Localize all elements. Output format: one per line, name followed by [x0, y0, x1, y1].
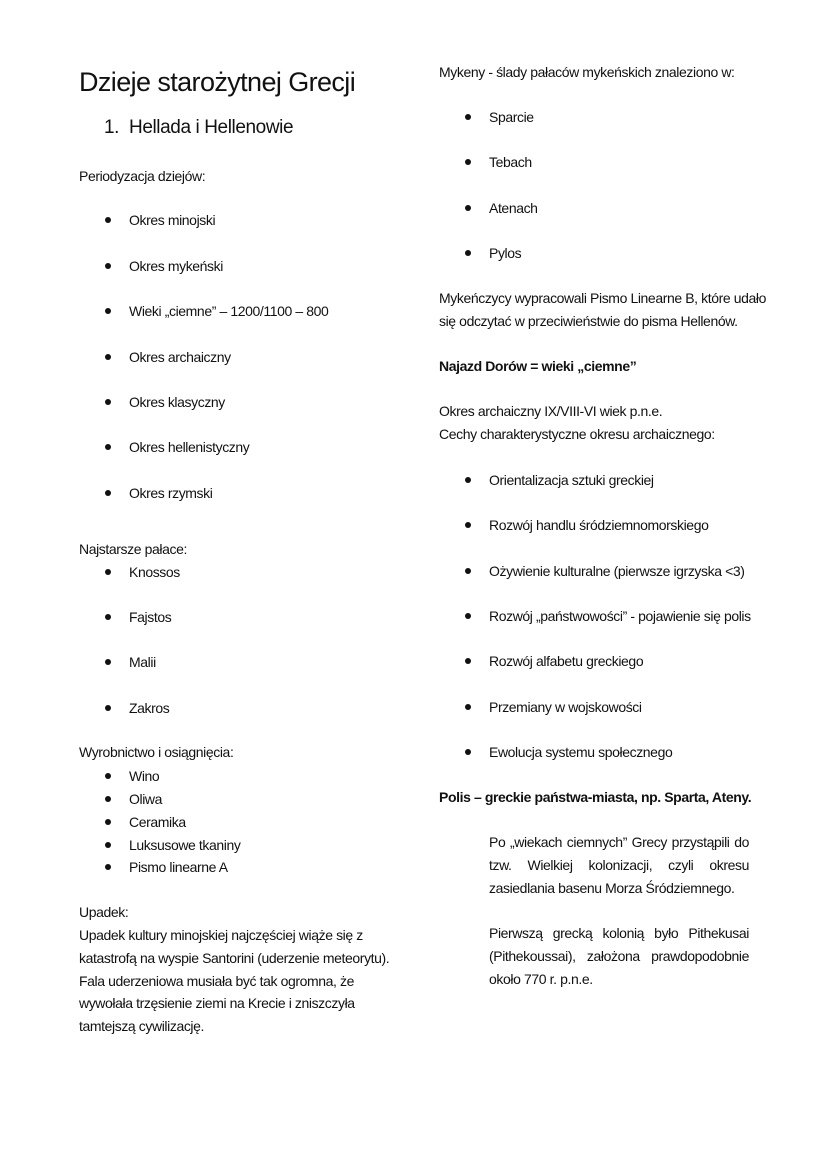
list-item: Okres archaiczny [129, 349, 231, 365]
list-item: Ewolucja systemu społecznego [489, 744, 673, 760]
fall-line: wywołała trzęsienie ziemi na Krecie i zniszczyła [79, 995, 355, 1011]
list-item: Sparcie [489, 109, 534, 125]
list-item: Okres hellenistyczny [129, 439, 250, 455]
bullet-icon [105, 399, 111, 405]
colonization-paragraph: Po „wiekach ciemnych” Grecy przystąpili do tzw. Wielkiej kolonizacji, czyli okresu zasiedlania basenu Morza Śródziemnego. [489, 834, 749, 896]
bullet-icon [465, 477, 471, 483]
linear-b-line: Mykeńczycy wypracowali Pismo Linearne B, które udało [439, 290, 767, 306]
polis-heading: Polis – greckie państwa-miasta, np. Sparta, Ateny. [439, 789, 752, 805]
section-number: 1. [104, 117, 120, 138]
bullet-icon [465, 658, 471, 664]
list-item: Wino [129, 768, 160, 784]
bullet-icon [465, 205, 471, 211]
list-item: Wieki „ciemne” – 1200/1100 – 800 [129, 303, 329, 319]
section-title: Hellada i Hellenowie [129, 117, 294, 138]
bullet-icon [105, 490, 111, 496]
bullet-icon [465, 568, 471, 574]
bullet-icon [465, 704, 471, 710]
archaic-period: Okres archaiczny IX/VIII-VI wiek p.n.e. [439, 403, 663, 419]
bullet-icon [105, 569, 111, 575]
bullet-icon [465, 613, 471, 619]
bullet-icon [465, 749, 471, 755]
list-item: Atenach [489, 200, 538, 216]
bullet-icon [105, 705, 111, 711]
bullet-icon [465, 522, 471, 528]
list-item: Fajstos [129, 609, 172, 625]
list-item: Okres mykeński [129, 258, 223, 274]
fall-label: Upadek: [79, 904, 129, 920]
list-item: Rozwój handlu śródziemnomorskiego [489, 517, 709, 533]
list-item: Malii [129, 654, 156, 670]
palaces-label: Najstarsze pałace: [79, 541, 187, 557]
bullet-icon [105, 773, 111, 779]
list-item: Rozwój „państwowości” - pojawienie się polis [489, 608, 751, 624]
bullet-icon [465, 159, 471, 165]
bullet-icon [105, 308, 111, 314]
list-item: Okres klasyczny [129, 394, 225, 410]
bullet-icon [465, 114, 471, 120]
list-item: Przemiany w wojskowości [489, 699, 642, 715]
fall-line: Upadek kultury minojskiej najczęściej wiąże się z [79, 927, 363, 943]
list-item: Rozwój alfabetu greckiego [489, 653, 644, 669]
bullet-icon [105, 217, 111, 223]
list-item: Pismo linearne A [129, 859, 228, 875]
fall-line: katastrofą na wyspie Santorini (uderzenie meteorytu). [79, 950, 390, 966]
list-item: Pylos [489, 245, 522, 261]
bullet-icon [105, 659, 111, 665]
list-item: Oliwa [129, 791, 163, 807]
bullet-icon [105, 354, 111, 360]
list-item: Okres rzymski [129, 485, 213, 501]
archaic-features-label: Cechy charakterystyczne okresu archaicznego: [439, 426, 715, 442]
list-item: Ożywienie kulturalne (pierwsze igrzyska <3) [489, 563, 745, 579]
production-label: Wyrobnictwo i osiągnięcia: [79, 744, 234, 760]
bullet-icon [105, 444, 111, 450]
bullet-icon [105, 796, 111, 802]
list-item: Ceramika [129, 814, 186, 830]
linear-b-line: się odczytać w przeciwieństwie do pisma Hellenów. [439, 313, 738, 329]
list-item: Luksusowe tkaniny [129, 837, 241, 853]
mykeny-label: Mykeny - ślady pałaców mykeńskich znaleziono w: [439, 64, 735, 80]
first-colony-paragraph: Pierwszą grecką kolonią było Pithekusai (Pithekoussai), założona prawdopodobnie około 770 r. p.n.e. [489, 925, 749, 987]
bullet-icon [105, 263, 111, 269]
list-item: Orientalizacja sztuki greckiej [489, 472, 654, 488]
bullet-icon [105, 842, 111, 848]
bullet-icon [465, 250, 471, 256]
page-title: Dzieje starożytnej Grecji [79, 67, 356, 97]
bullet-icon [105, 864, 111, 870]
list-item: Zakros [129, 700, 170, 716]
dorians-heading: Najazd Dorów = wieki „ciemne” [439, 358, 637, 374]
periodization-label: Periodyzacja dziejów: [79, 168, 206, 184]
list-item: Knossos [129, 564, 180, 580]
bullet-icon [105, 614, 111, 620]
fall-line: Fala uderzeniowa musiała być tak ogromna, że [79, 973, 354, 989]
list-item: Tebach [489, 154, 532, 170]
fall-line: tamtejszą cywilizację. [79, 1018, 205, 1034]
bullet-icon [105, 819, 111, 825]
list-item: Okres minojski [129, 212, 216, 228]
